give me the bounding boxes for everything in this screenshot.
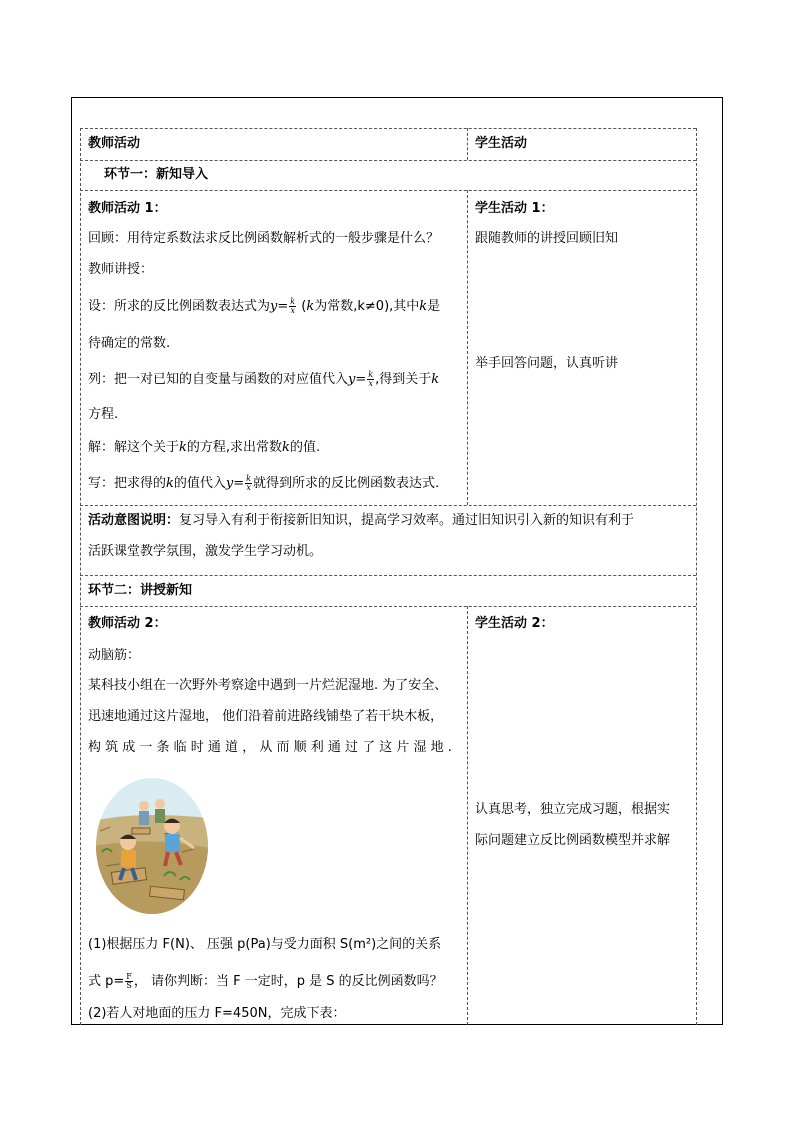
row-divider — [80, 190, 696, 191]
problem-text-line1: 某科技小组在一次野外考察途中遇到一片烂泥湿地. 为了安全、 — [88, 678, 448, 693]
row-divider — [80, 160, 696, 161]
formula-fraction: $\frac{k}{x}$ — [290, 297, 296, 315]
question1-line2: 式 p= $\frac{F}{S}$ ， 请你判断：当 F 一定时，p 是 S 的反比例函数吗？ — [88, 972, 443, 990]
student-activity1-line1: 跟随教师的讲授回顾旧知 — [475, 231, 619, 246]
section2-title: 环节二：讲授新知 — [88, 583, 193, 598]
student-activity2-line1: 认真思考，独立完成习题，根据实 — [475, 802, 671, 817]
formula-fraction: $\frac{k}{x}$ — [368, 370, 374, 388]
student-activity1-heading: 学生活动 1： — [475, 201, 554, 216]
step-list-line1: 列：把一对已知的自变量与函数的对应值代入y= $\frac{k}{x}$ ,得到关于k — [88, 370, 440, 388]
lecture-label: 教师讲授： — [88, 262, 154, 277]
student-activity2-line2: 际问题建立反比例函数模型并求解 — [475, 833, 671, 848]
children-crossing-wetland-illustration — [94, 776, 210, 916]
table-border-right — [696, 128, 697, 1025]
step-solve: 解：解这个关于k的方程,求出常数k的值. — [88, 440, 321, 455]
student-activity2-heading: 学生活动 2： — [475, 616, 554, 631]
step-list-line2: 方程. — [88, 407, 119, 422]
activity-intent-line1: 活动意图说明：复习导入有利于衔接新旧知识，提高学习效率。通过旧知识引入新的知识有利于 — [88, 513, 635, 528]
review-question: 回顾：用待定系数法求反比例函数解析式的一般步骤是什么？ — [88, 231, 440, 246]
question2: (2)若人对地面的压力 F=450N，完成下表： — [88, 1006, 346, 1021]
step-set-line2: 待确定的常数. — [88, 336, 171, 351]
problem-text-line3: 构 筑 成 一 条 临 时 通 道 ， 从 而 顺 利 通 过 了 这 片 湿 地 . — [88, 740, 452, 755]
table-border-left — [80, 128, 81, 1025]
row-divider — [80, 128, 696, 129]
formula-fraction: $\frac{k}{x}$ — [246, 474, 252, 492]
column-divider — [467, 190, 468, 505]
row-divider — [80, 575, 696, 576]
section1-title: 环节一：新知导入 — [104, 167, 209, 182]
brain-teaser-label: 动脑筋： — [88, 648, 141, 663]
row-divider — [80, 606, 696, 607]
column-divider — [467, 128, 468, 160]
problem-text-line2: 迅速地通过这片湿地， 他们沿着前进路线铺垫了若干块木板， — [88, 709, 444, 724]
activity-intent-line2: 活跃课堂教学氛围，激发学生学习动机。 — [88, 544, 323, 559]
student-activity1-line2: 举手回答问题，认真听讲 — [475, 356, 619, 371]
formula-y: y= — [270, 299, 289, 314]
question1-line1: (1)根据压力 F(N)、 压强 p(Pa)与受力面积 S(m²)之间的关系 — [88, 937, 442, 952]
teacher-column-header: 教师活动 — [88, 136, 141, 151]
pressure-formula-fraction: $\frac{F}{S}$ — [126, 972, 132, 990]
student-column-header: 学生活动 — [475, 136, 528, 151]
teacher-activity1-heading: 教师活动 1： — [88, 201, 167, 216]
step-set-line1: 设：所求的反比例函数表达式为y= $\frac{k}{x}$ (k为常数,k≠0),其中k是 — [88, 297, 441, 315]
row-divider — [80, 505, 696, 506]
activity-intent-label: 活动意图说明： — [88, 513, 180, 528]
column-divider — [467, 606, 468, 1025]
step-set-text: 设：所求的反比例函数表达式为 — [88, 299, 271, 314]
step-write: 写：把求得的k的值代入y= $\frac{k}{x}$ 就得到所求的反比例函数表达式. — [88, 474, 440, 492]
teacher-activity2-heading: 教师活动 2： — [88, 616, 167, 631]
